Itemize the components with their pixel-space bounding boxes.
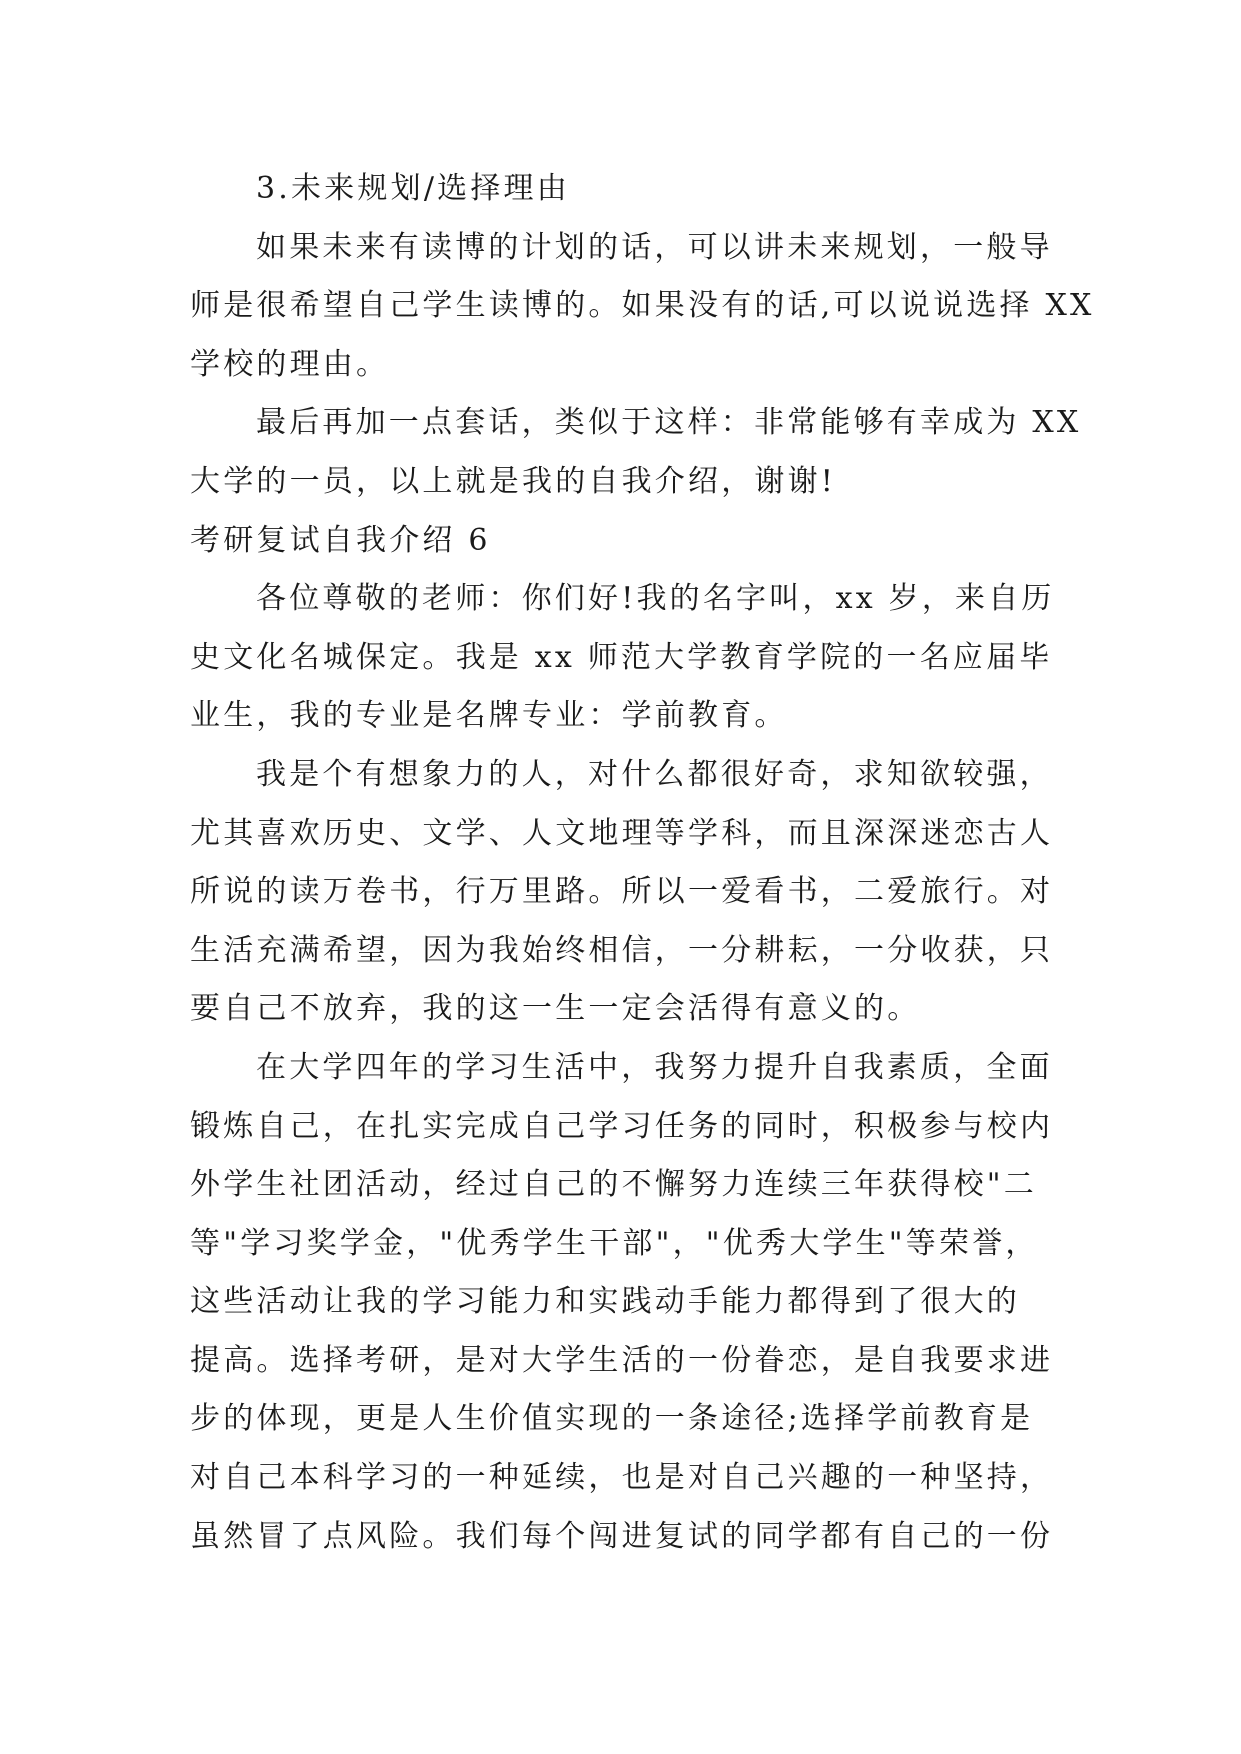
section-title: 考研复试自我介绍 6: [190, 522, 491, 558]
paragraph-line: 对自己本科学习的一种延续，也是对自己兴趣的一种坚持，: [190, 1460, 1054, 1496]
paragraph-line: 我是个有想象力的人，对什么都很好奇，求知欲较强，: [256, 756, 1053, 792]
paragraph-line: 如果未来有读博的计划的话，可以讲未来规划，一般导: [256, 229, 1053, 265]
paragraph-line: 师是很希望自己学生读博的。如果没有的话,可以说说选择 XX: [190, 288, 1095, 324]
paragraph-line: 大学的一员，以上就是我的自我介绍，谢谢!: [190, 463, 837, 499]
paragraph-line: 步的体现，更是人生价值实现的一条途径;选择学前教育是: [190, 1401, 1034, 1437]
paragraph-line: 生活充满希望，因为我始终相信，一分耕耘，一分收获，只: [190, 932, 1054, 968]
paragraph-line: 尤其喜欢历史、文学、人文地理等学科，而且深深迷恋古人: [190, 815, 1054, 851]
paragraph-line: 在大学四年的学习生活中，我努力提升自我素质，全面: [256, 1049, 1053, 1085]
paragraph-line: 所说的读万卷书，行万里路。所以一爱看书，二爱旅行。对: [190, 874, 1054, 910]
paragraph-line: 这些活动让我的学习能力和实践动手能力都得到了很大的: [190, 1284, 1020, 1320]
paragraph-line: 业生，我的专业是名牌专业：学前教育。: [190, 698, 788, 734]
document-body: [190, 160, 1095, 1566]
paragraph-line: 要自己不放弃，我的这一生一定会活得有意义的。: [190, 991, 921, 1027]
paragraph-line: 锻炼自己，在扎实完成自己学习任务的同时，积极参与校内: [190, 1108, 1054, 1144]
paragraph-line: 各位尊敬的老师：你们好!我的名字叫，xx 岁，来自历: [256, 581, 1055, 617]
paragraph-line: 等"学习奖学金，"优秀学生干部"，"优秀大学生"等荣誉，: [190, 1225, 1039, 1261]
paragraph-line: 虽然冒了点风险。我们每个闯进复试的同学都有自己的一份: [190, 1518, 1054, 1554]
paragraph-line: 最后再加一点套话，类似于这样：非常能够有幸成为 XX: [256, 405, 1082, 441]
paragraph-line: 外学生社团活动，经过自己的不懈努力连续三年获得校"二: [190, 1167, 1037, 1203]
paragraph-line: 学校的理由。: [190, 346, 390, 382]
paragraph-line: 史文化名城保定。我是 xx 师范大学教育学院的一名应届毕: [190, 639, 1053, 675]
section-heading-future-plan: 3.未来规划/选择理由: [256, 171, 570, 206]
paragraph-line: 提高。选择考研，是对大学生活的一份眷恋，是自我要求进: [190, 1342, 1054, 1378]
